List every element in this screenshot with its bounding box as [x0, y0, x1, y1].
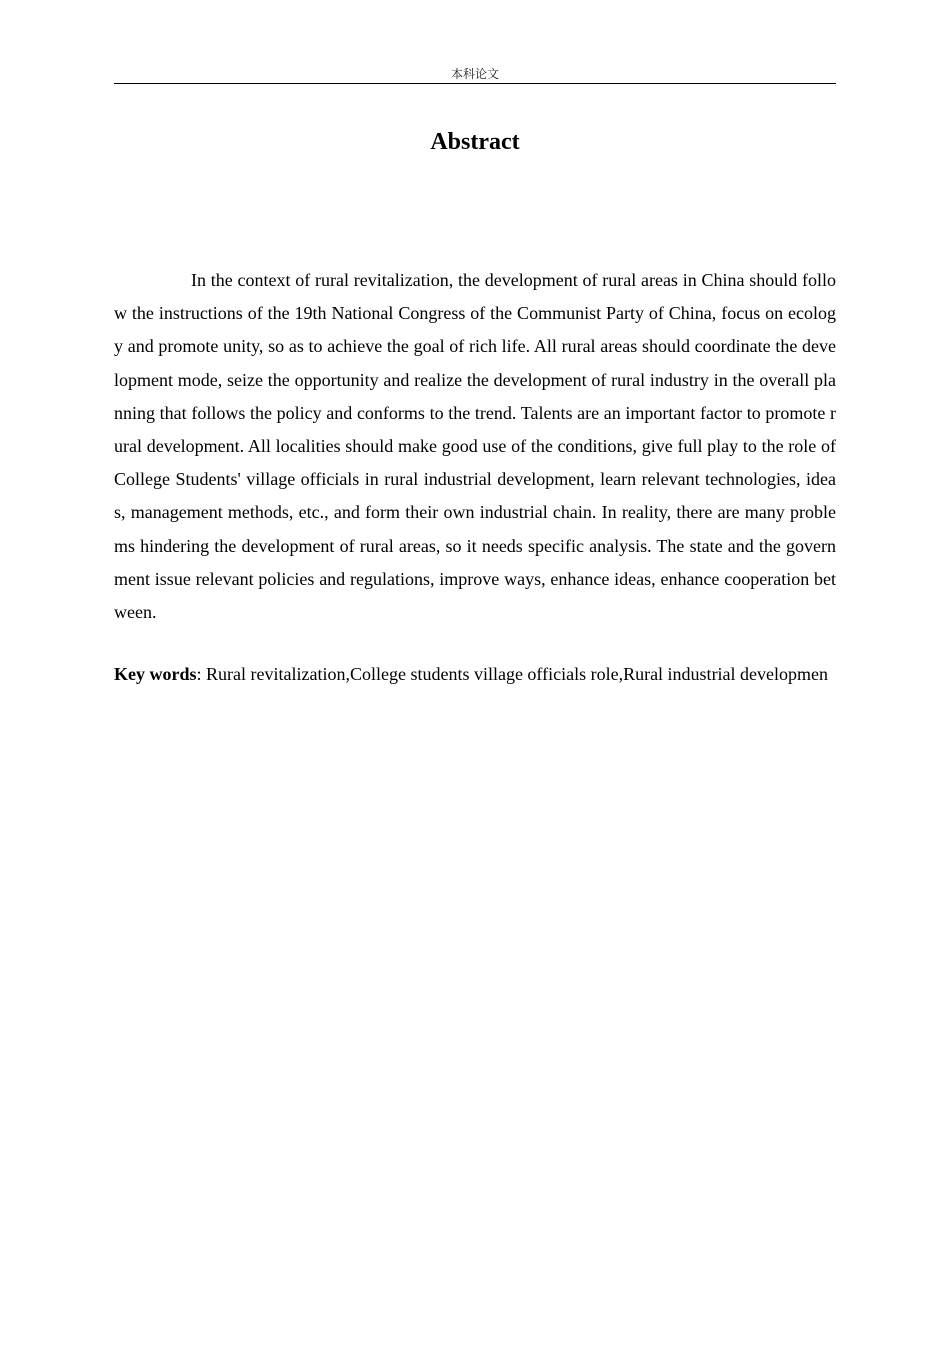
- keywords-label: Key words: [114, 664, 197, 684]
- header-rule: [114, 83, 836, 84]
- keywords-separator: :: [196, 664, 207, 684]
- abstract-body: In the context of rural revitalization, the development of rural areas in China should follow the instructions of the 19th National Congress of the Communist Party of China, focus on ecology and promote unity, so as to achieve the goal of rich life. All rural areas should coordinate the development mode, seize the opportunity and realize the development of rural industry in the overall planning that follows the policy and conforms to the trend. Talents are an important factor to promote rural development. All localities should make good use of the conditions, give full play to the role of College Students' village officials in rural industrial development, learn relevant technologies, ideas, management methods, etc., and form their own industrial chain. In reality, there are many problems hindering the development of rural areas, so it needs specific analysis. The state and the government issue relevant policies and regulations, improve ways, enhance ideas, enhance cooperation between.: [114, 270, 836, 623]
- keywords-paragraph: [114, 658, 836, 691]
- keywords-value: Rural revitalization,College students village officials role,Rural industrial developmen: [206, 664, 829, 684]
- abstract-title: Abstract: [430, 129, 520, 155]
- running-header: 本科论文: [450, 67, 499, 81]
